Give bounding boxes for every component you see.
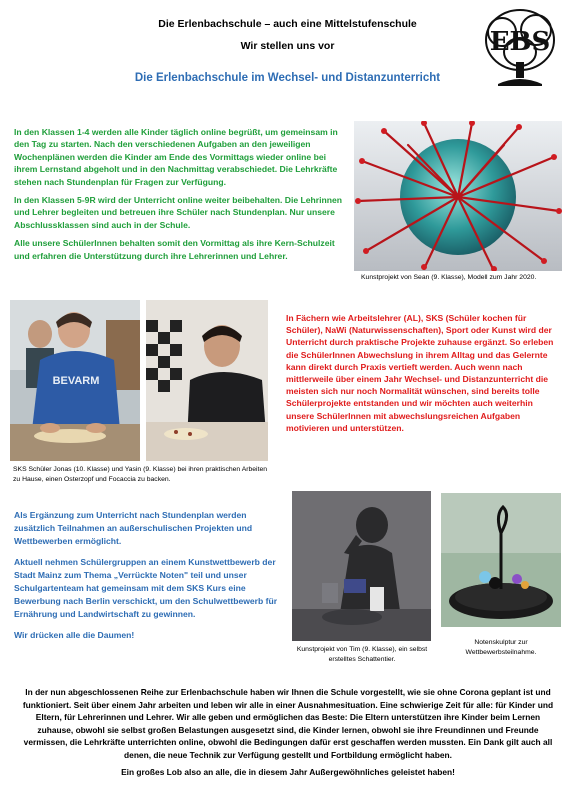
photo-shadow-animal [292, 491, 431, 641]
page-subtitle: Die Erlenbachschule im Wechsel- und Distanzunterricht [134, 72, 441, 84]
photo-art-project-sean [354, 121, 562, 271]
photo-note-sculpture [441, 493, 561, 627]
paragraph-extracurricular: Als Ergänzung zum Unterricht nach Stundenplan werden zusätzlich Teilnahmen an außerschulischen Projekten und Wettbewerben ermöglicht. [14, 510, 253, 546]
svg-text:EBS: EBS [489, 27, 551, 57]
photo-student-yasin [146, 300, 268, 461]
svg-text:BEVARM: BEVARM [52, 375, 100, 387]
header-title-line2: Wir stellen uns vor [240, 40, 335, 52]
caption-students-baking: SKS Schüler Jonas (10. Klasse) und Yasin (9. Klasse) bei ihren praktischen Arbeiten zu Hause, einen Osterzopf und Focaccia zu backen. [13, 466, 268, 483]
paragraph-closing: In der nun abgeschlossenen Reihe zur Erlenbachschule haben wir Ihnen die Schule vorgestellt, wie sie ohne Corona geplant ist und funktioniert. Seit über einem Jahr arbeiten und leben wir alle in einer Ausnahmesituation. Eine schwierige Zeit für alle: für Kinder und Eltern, für Lehrerinnen und Lehrer. Wir alle geben und ermöglichen das Beste: Die Eltern unterstützen ihre Kinder beim Lernen zuhause, obwohl sie selbst großen Belastungen ausgesetzt sind, die Kinder lernen, obwohl sie ihre Freundinnen und Freunde vermissen, die Lehrkräfte unterrichten online, obwohl die Bedingungen dafür erst geschaffen werden mussten. Ein Dank gilt auch all denen, die neue Technik zur Verfügung gestellt und Fortbildung ermöglicht haben. [22, 687, 554, 760]
photo-student-jonas [10, 300, 140, 461]
paragraph-classes-1-4: In den Klassen 1-4 werden alle Kinder täglich online begrüßt, um gemeinsam in den Tag zu starten. Nach den verschiedenen Aufgaben an den jeweiligen Wochenplänen werden die Kinder am Ende des Vormittags wieder online bei ihrem Lernstand abgeholt und in den Nachmittag verabschiedet. Die Lehrkräfte stehen nach Stundenplan für Fragen zur Verfügung. [14, 127, 338, 187]
paragraph-core-time: Alle unsere SchülerInnen behalten somit den Vormittag als ihre Kern-Schulzeit und erfahren die Unterstützung durch ihre Lehrerinnen und Lehrer. [14, 238, 335, 261]
paragraph-practical-projects: In Fächern wie Arbeitslehrer (AL), SKS (Schüler kochen für Schüler), NaWi (Naturwissenschaften), Sport oder Kunst wird der Unterricht durch praktische Projekte zuhause ergänzt. So erleben die SchülerInnen Abwechslung in ihrem Alltag und das Gelernte kann direkt durch Praxis vertieft werden. Auch wenn nach mittlerweile über einem Jahr Wechsel- und Distanzunterricht die meisten sich nur noch Normalität wünschen, sind bereits tolle Schülerprojekte entstanden und wir möchten auch weiterhin unsere SchülerInnen mit abwechslungsreichen Aufgaben motivieren und unterstützen. [286, 313, 554, 433]
closing-section [18, 686, 558, 782]
paragraph-fingers-crossed: Wir drücken alle die Daumen! [14, 630, 135, 640]
paragraph-classes-5-9: In den Klassen 5-9R wird der Unterricht online weiter beibehalten. Die Lehrinnen und Lehrer begleiten und betreuen ihre Schüler nach Stundenplan. Nur unsere Abschlussklassen sind auch in der Schule. [14, 195, 343, 230]
school-logo [480, 6, 560, 88]
caption-shadow-animal: Kunstprojekt von Tim (9. Klasse), ein selbst erstelltes Schattentier. [296, 646, 428, 663]
header-title-line1: Die Erlenbachschule – auch eine Mittelstufenschule [158, 18, 417, 30]
caption-note-sculpture: Notenskulptur zur Wettbewerbsteilnahme. [465, 639, 537, 656]
section-competitions [14, 509, 282, 650]
section-primary-classes [14, 126, 350, 268]
paragraph-praise: Ein großes Lob also an alle, die in diesem Jahr Außergewöhnliches geleistet haben! [121, 766, 455, 777]
paragraph-art-competition: Aktuell nehmen Schülergruppen an einem Kunstwettbewerb der Stadt Mainz zum Thema „Verrückte Noten" teil und unser Schulgartenteam hat gemeinsam mit dem SKS Kurs eine Bewerbung nach Berlin verschickt, um den Schulwettbewerb für Ernährung und Landwirtschaft zu gewinnen. [14, 557, 278, 619]
caption-art-project-sean: Kunstprojekt von Sean (9. Klasse), Modell zum Jahr 2020. [361, 274, 537, 281]
